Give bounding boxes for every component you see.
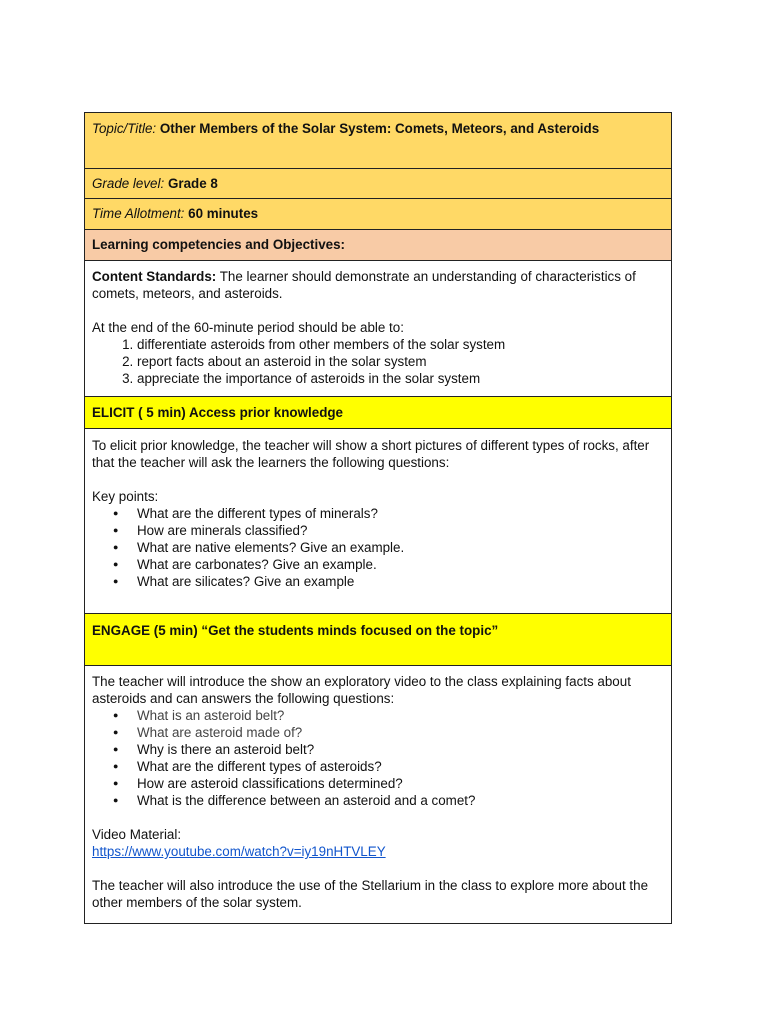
elicit-question: ● How are minerals classified? (137, 522, 664, 539)
objectives-heading: Learning competencies and Objectives: (85, 230, 672, 261)
elicit-row (85, 429, 672, 614)
engage-question: ● How are asteroid classifications determined? (137, 775, 664, 792)
topic-label: Topic/Title: (92, 121, 157, 136)
engage-row (85, 666, 672, 924)
engage-closing: The teacher will also introduce the use of the Stellarium in the class to explore more about the other members of the solar system. (92, 878, 649, 910)
objectives-intro: At the end of the 60-minute period should be able to: (92, 320, 404, 335)
engage-text: The teacher will introduce the show an exploratory video to the class explaining facts about asteroids and can answers the following questions: (92, 674, 631, 706)
elicit-question: ● What are native elements? Give an example. (137, 539, 664, 556)
objective-item: 1. differentiate asteroids from other members of the solar system (137, 336, 664, 353)
elicit-questions (92, 505, 664, 590)
lesson-plan-table (84, 112, 672, 924)
video-material-label: Video Material: (92, 827, 182, 842)
topic-value: Other Members of the Solar System: Comets, Meteors, and Asteroids (159, 121, 600, 136)
objectives-list (92, 336, 664, 387)
elicit-question: ● What are silicates? Give an example (137, 573, 664, 590)
elicit-question: ● What are the different types of minerals? (137, 505, 664, 522)
objective-item: 2. report facts about an asteroid in the solar system (137, 353, 664, 370)
engage-question: ● What is an asteroid belt? (137, 707, 664, 724)
engage-question: ● What are asteroid made of? (137, 724, 664, 741)
engage-question: ● What are the different types of asteroids? (137, 758, 664, 775)
time-row (85, 199, 672, 230)
engage-heading-row (85, 614, 672, 666)
time-value: 60 minutes (188, 206, 259, 221)
elicit-question: ● What are carbonates? Give an example. (137, 556, 664, 573)
objectives-row (85, 261, 672, 397)
engage-heading: ENGAGE (5 min) “Get the students minds focused on the topic” (85, 614, 672, 666)
grade-row (85, 169, 672, 199)
topic-row (85, 113, 672, 169)
elicit-text: To elicit prior knowledge, the teacher will show a short pictures of different types of rocks, after that the teacher will ask the learners the following questions: (92, 438, 650, 470)
content-standards-text: The learner should demonstrate an understanding of characteristics of comets, meteors, and asteroids. (92, 269, 636, 301)
engage-question: ● What is the difference between an asteroid and a comet? (137, 792, 664, 809)
engage-questions (92, 707, 664, 809)
content-standards (92, 268, 664, 302)
content-standards-label: Content Standards: (92, 269, 217, 284)
objective-item: 3. appreciate the importance of asteroids in the solar system (137, 370, 664, 387)
time-label: Time Allotment: (92, 206, 185, 221)
engage-cell (85, 666, 672, 924)
video-link[interactable]: https://www.youtube.com/watch?v=iy19nHTVLEY (92, 844, 386, 859)
objectives-cell (85, 261, 672, 397)
key-points-label: Key points: (92, 489, 159, 504)
objectives-heading-row (85, 230, 672, 261)
grade-label: Grade level: (92, 176, 165, 191)
engage-question: ● Why is there an asteroid belt? (137, 741, 664, 758)
grade-cell (85, 169, 672, 199)
elicit-heading-row (85, 397, 672, 429)
time-cell (85, 199, 672, 230)
grade-value: Grade 8 (167, 176, 218, 191)
elicit-heading: ELICIT ( 5 min) Access prior knowledge (85, 397, 672, 429)
topic-cell (85, 113, 672, 169)
elicit-cell (85, 429, 672, 614)
